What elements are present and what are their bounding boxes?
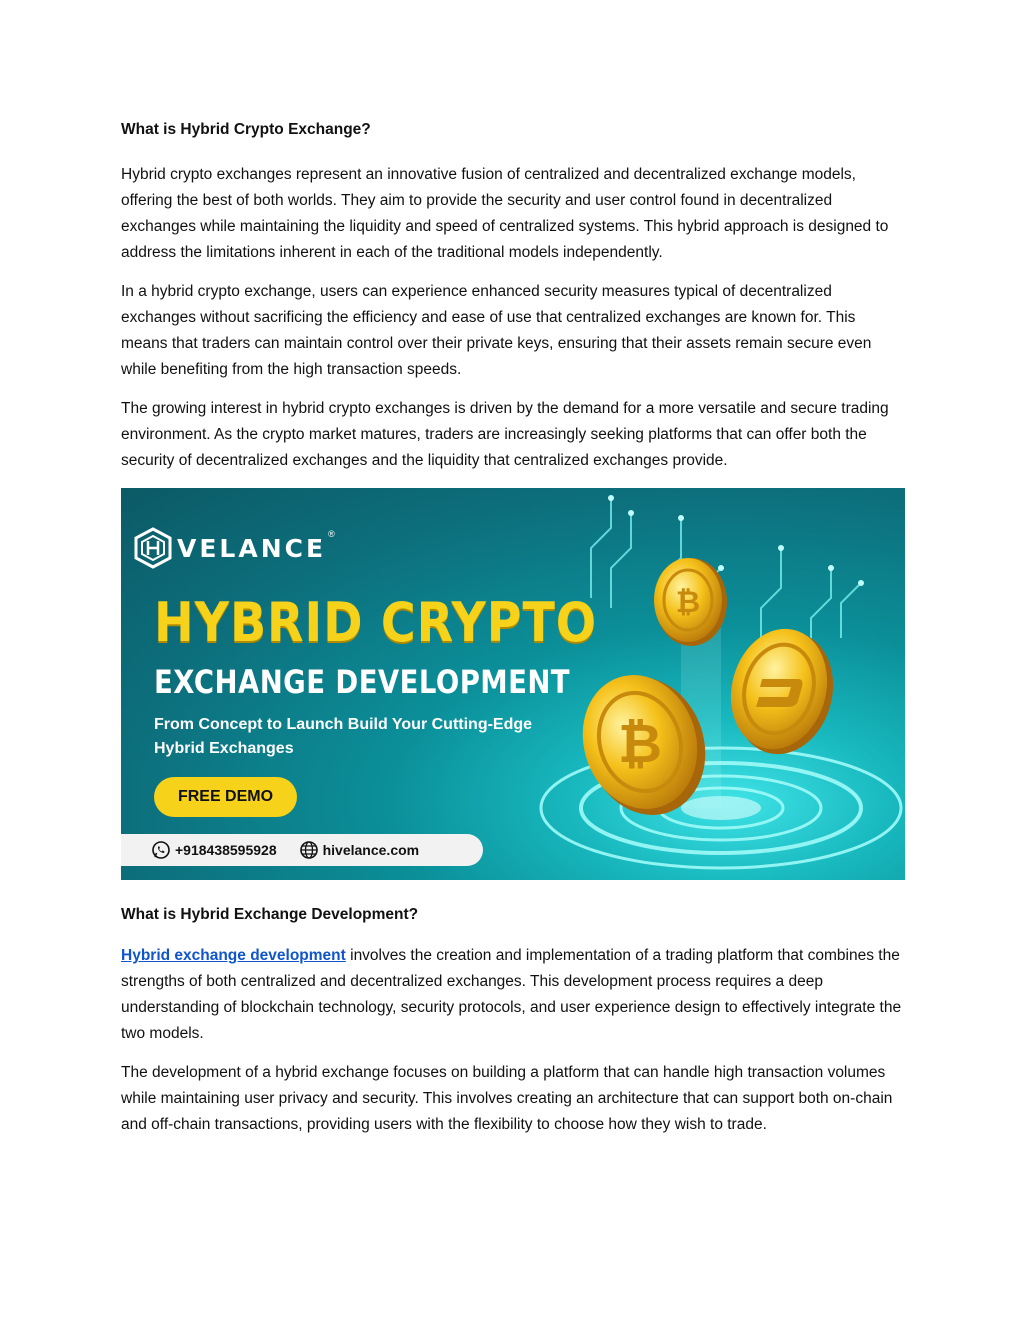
hivelance-logo: [131, 526, 335, 570]
section2-paragraph-1: [121, 943, 905, 1047]
dash-coin-icon: [726, 623, 836, 758]
svg-text:₿: ₿: [675, 585, 701, 620]
promo-banner: [121, 488, 905, 880]
section2-heading: What is Hybrid Exchange Development?: [121, 906, 419, 923]
phone-number[interactable]: +918438595928: [175, 842, 277, 858]
whatsapp-icon: [151, 840, 171, 860]
banner-title-line2: EXCHANGE DEVELOPMENT: [154, 663, 571, 701]
section1-paragraph-3: The growing interest in hybrid crypto exchanges is driven by the demand for a more versatile and secure trading environment. As the crypto market matures, traders are increasingly seeking platforms that can offer both the security of decentralized exchanges and the liquidity that centralized exchanges provide.: [121, 400, 889, 469]
section1-heading: What is Hybrid Crypto Exchange?: [121, 121, 371, 138]
logo-text: VELANCE: [177, 533, 327, 563]
document-content: [121, 118, 905, 1151]
bitcoin-coin-large-icon: [576, 668, 706, 818]
section2-paragraph-1-text: involves the creation and implementation of a trading platform that combines the strengths of both centralized and decentralized exchanges. This development process requires a deep understanding of blockchain technology, security protocols, and user experience design to effectively integrate the two models.: [121, 947, 902, 1042]
svg-text:₿: ₿: [617, 712, 663, 775]
free-demo-button[interactable]: FREE DEMO: [154, 777, 297, 817]
globe-icon: [299, 840, 319, 860]
website-link[interactable]: hivelance.com: [322, 842, 420, 858]
section1-paragraph-1: Hybrid crypto exchanges represent an innovative fusion of centralized and decentralized exchange models, offering the best of both worlds. They aim to provide the security and user control found in decentralized exchanges while maintaining the liquidity and speed of centralized systems. This hybrid approach is designed to address the limitations inherent in each of the traditional models independently.: [121, 166, 889, 261]
banner-subtitle: From Concept to Launch Build Your Cutting-Edge Hybrid Exchanges: [154, 716, 533, 757]
registered-mark: ®: [328, 529, 335, 539]
hybrid-exchange-development-link[interactable]: Hybrid exchange development: [121, 947, 346, 964]
contact-bar: [121, 834, 483, 866]
section2-paragraph-2: The development of a hybrid exchange focuses on building a platform that can handle high transaction volumes while maintaining user privacy and security. This involves creating an architecture that can support both on-chain and off-chain transactions, providing users with the flexibility to choose how they wish to trade.: [121, 1064, 893, 1133]
hexagon-logo-icon: [131, 526, 175, 570]
bitcoin-coin-small-icon: [651, 556, 729, 648]
banner-title-line1: HYBRID CRYPTO: [154, 591, 598, 654]
section1-paragraph-2: In a hybrid crypto exchange, users can experience enhanced security measures typical of decentralized exchanges without sacrificing the efficiency and ease of use that centralized exchanges are known for. This means that traders can maintain control over their private keys, ensuring that their assets remain secure even while benefiting from the high transaction speeds.: [121, 283, 872, 378]
